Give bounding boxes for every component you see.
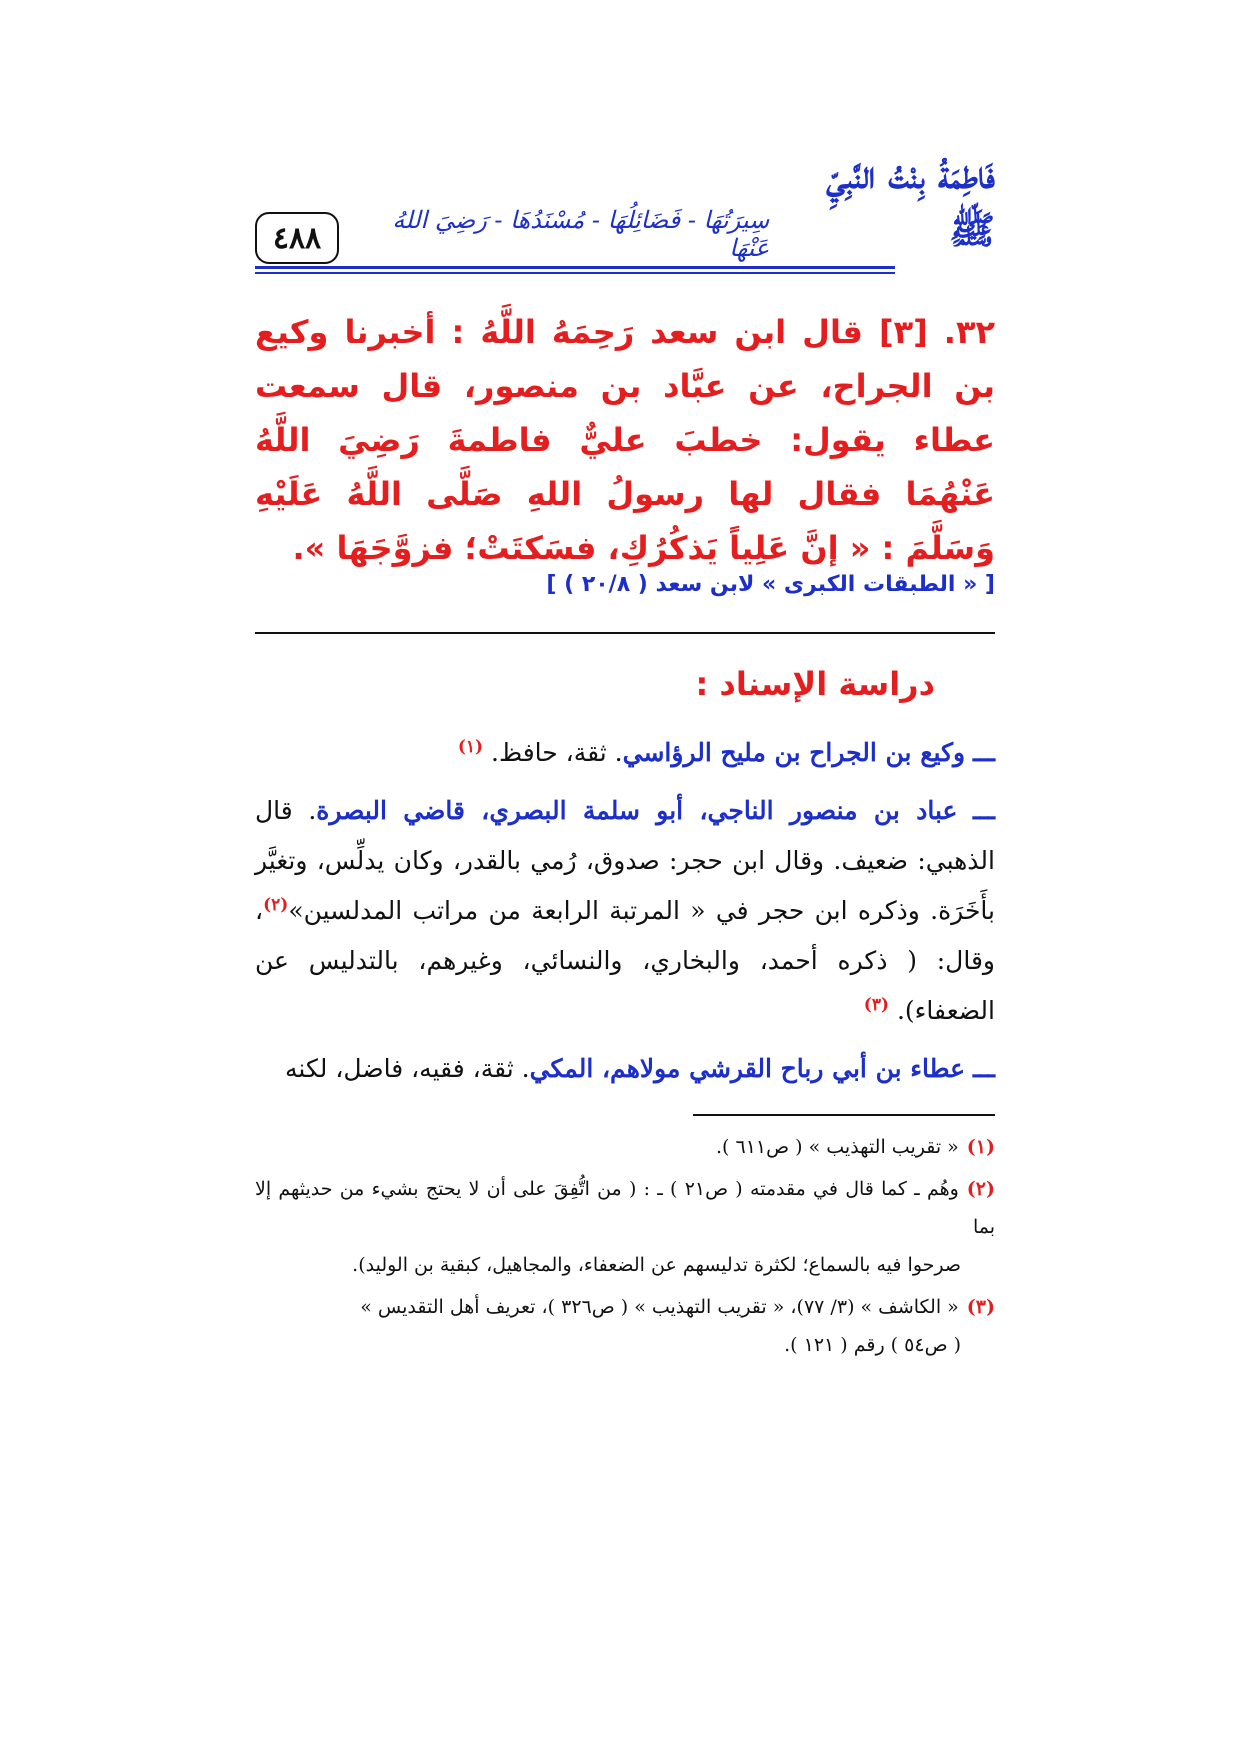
footnote-number: (١) — [966, 1136, 995, 1158]
header-rule — [255, 266, 895, 269]
book-title-main: فَاطِمَةُ بِنْتُ النَّبِيِّ ﷺ — [826, 152, 995, 252]
footnote-text-cont: صرحوا فيه بالسماع؛ لكثرة تدليسهم عن الضعفاء، والمجاهيل، كبقية بن الوليد). — [352, 1254, 961, 1276]
footnote-number: (٣) — [966, 1296, 995, 1318]
book-title — [375, 152, 995, 262]
hadith-quote: « إنَّ عَلِياً يَذكُرُكِ، فسَكتَتْ؛ فزوَّجَهَا ». — [292, 529, 871, 567]
hadith-ref: [٣] — [878, 313, 928, 351]
footnote-number: (٢) — [966, 1178, 996, 1200]
footnote-ref[interactable]: (١) — [457, 737, 484, 757]
narrator-entry — [255, 1044, 995, 1094]
narrator-name: عطاء بن أبي رباح القرشي مولاهم، المكي — [529, 1054, 966, 1083]
isnad-study — [255, 728, 995, 1102]
footnote-text: وهُم ـ كما قال في مقدمته ( ص٢١ ) ـ : ( من اتُّفِقَ على أن لا يحتج بشيء من حديثهم إلا بما — [255, 1178, 995, 1238]
footnote — [255, 1170, 995, 1284]
hadith-source: [ « الطبقات الكبرى » لابن سعد ( ٢٠/٨ ) ] — [546, 572, 995, 597]
footnote-ref[interactable]: (٣) — [863, 995, 890, 1015]
narrator-name: عباد بن منصور الناجي، أبو سلمة البصري، قاضي البصرة — [316, 796, 958, 825]
book-title-subtitle: سِيرَتُهَا - فَضَائِلُهَا - مُسْنَدُهَا - رَضِيَ اللهُ عَنْهَا — [392, 206, 770, 262]
section-divider — [255, 632, 995, 634]
entry-dash: ـــ — [973, 738, 995, 767]
narrator-entry — [255, 786, 995, 1036]
narrator-grade-cont: ، وقال: ( ذكره أحمد، والبخاري، والنسائي، وغيرهم، بالتدليس عن الضعفاء). — [255, 896, 995, 1025]
hadith-number: ٣٢. — [943, 313, 995, 351]
narrator-grade: . قال الذهبي: ضعيف. وقال ابن حجر: صدوق، رُمي بالقدر، وكان يدلِّس، وتغيَّر بأَخَرَة. وذكره ابن حجر في « المرتبة الرابعة من مراتب المدلسين» — [255, 796, 995, 925]
entry-dash: ـــ — [973, 796, 995, 825]
narrator-grade: . ثقة، حافظ. — [491, 738, 623, 767]
narrator-name: وكيع بن الجراح بن مليح الرؤاسي — [622, 738, 966, 767]
page-number: ٤٨٨ — [255, 212, 339, 264]
footnote-ref[interactable]: (٢) — [263, 895, 289, 915]
header-rule-thin — [255, 272, 895, 274]
footnote-text: « الكاشف » (٣/ ٧٧)، « تقريب التهذيب » ( ص٣٢٦ )، تعريف أهل التقديس » — [360, 1296, 959, 1318]
hadith-text — [255, 305, 995, 575]
narrator-grade: . ثقة، فقيه، فاضل، لكنه — [285, 1054, 530, 1083]
footnote-text: « تقريب التهذيب » ( ص٦١١ ). — [716, 1136, 959, 1158]
footnote — [255, 1288, 995, 1364]
section-title: دراسة الإسناد : — [695, 665, 935, 703]
footnote — [255, 1128, 995, 1166]
footnote-divider — [693, 1114, 995, 1116]
footnotes — [255, 1128, 995, 1368]
hadith-body: قال ابن سعد رَحِمَهُ اللَّهُ : أخبرنا وكيع بن الجراح، عن عبَّاد بن منصور، قال سمعت عطاء يقول: خطبَ عليٌّ فاطمةَ رَضِيَ اللَّهُ عَنْهُمَا فقال لها رسولُ اللهِ صَلَّى اللَّهُ عَلَيْهِ وَسَلَّمَ : — [255, 313, 995, 567]
footnote-text-cont: ( ص٥٤ ) رقم ( ١٢١ ). — [784, 1334, 961, 1356]
narrator-entry — [255, 728, 995, 778]
entry-dash: ـــ — [973, 1054, 995, 1083]
page-header — [255, 152, 995, 276]
